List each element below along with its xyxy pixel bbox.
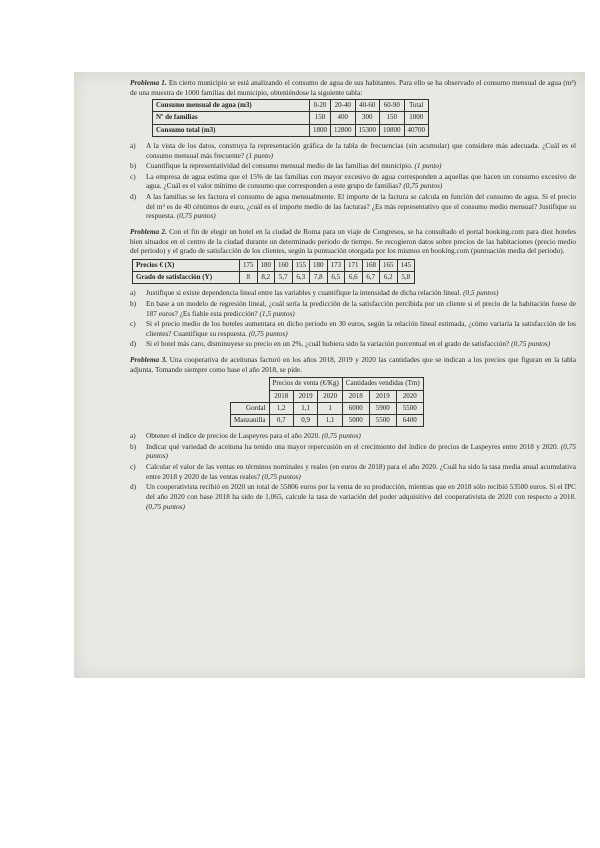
t2-cell: 6,5 [327, 272, 345, 284]
item-points: (0,75 puntos) [146, 501, 185, 511]
item-label: c) [130, 462, 136, 472]
item-label: a) [130, 140, 136, 150]
problem-2-text: Con el fin de elegir un hotel en la ciudad de Roma para un viaje de Congresos, se ha consultado el portal booking.com para diez hoteles bien situados en el centro de la ciudad durante un determinado periodo de tiempo. Se recogieron datos sobre precios de las habitaciones (precio medio del periodo) y el grado de satisfacción de los clientes, según la puntuación otorgada por los mismos en booking.com (puntuación media del periodo). [130, 226, 577, 256]
t1-row3-label: Consumo total (m3) [153, 124, 310, 136]
problem-3-item-b [130, 442, 576, 461]
item-points: (0,75 puntos) [511, 339, 551, 349]
item-points: (0,75 puntos) [403, 181, 443, 191]
item-label: b) [130, 161, 137, 171]
t3-group-quantities: Cantidades vendidas (Tm) [342, 378, 423, 390]
item-label: d) [130, 339, 137, 349]
t2-cell: 6,2 [380, 272, 398, 284]
item-body: Un cooperativista recibió en 2020 un total de 55806 euros por la venta de su producción, mientras que en 2018 sólo recibió 53500 euros. Si el IPC del año 2020 con base 2018 ha sido de 1,065, calcule la tasa de variación del poder adquisitivo del cooperativista de 2020 con respecto a 2018. [146, 482, 576, 501]
t3-cell: 1,1 [318, 415, 342, 427]
t3-empty-corner [231, 390, 270, 402]
t1-cell: 400 [331, 112, 356, 124]
t2-row1-label: Precios € (X) [133, 259, 240, 271]
t3-row-label-manzanilla: Manzanilla [231, 415, 270, 427]
t3-row-label-gordal: Gordal [231, 402, 270, 414]
item-text [146, 431, 576, 441]
t3-cell: 5500 [369, 415, 396, 427]
t2-cell: 8,2 [257, 272, 275, 284]
t1-row2-label: Nº de familias [153, 112, 310, 124]
hotel-prices-table [132, 259, 415, 284]
t3-cell: 5500 [396, 402, 423, 414]
t2-cell: 165 [380, 259, 398, 271]
t3-cell: 1 [318, 402, 342, 414]
problem-2-intro [130, 227, 576, 256]
item-points: (0,75 puntos) [176, 211, 216, 221]
t1-cell: 1800 [310, 124, 331, 136]
t3-year: 2020 [396, 390, 423, 402]
item-points: (1,5 puntos) [259, 308, 295, 318]
t1-cell: 40700 [404, 124, 429, 136]
item-label: a) [130, 288, 136, 298]
olive-sales-table [230, 377, 424, 427]
item-label: b) [130, 298, 137, 308]
t1-cell: 0-20 [310, 100, 331, 112]
t2-cell: 168 [362, 259, 380, 271]
t3-cell: 1,1 [293, 402, 317, 414]
problem-1-intro [130, 78, 576, 97]
problem-1-text: En cierto municipio se está analizando el consumo de agua de sus habitantes. Para ello se ha observado el consumo mensual de agua (m³) de una muestra de 1000 familias del municipio, obteniéndose la siguiente tabla: [130, 78, 576, 97]
exam-sheet [74, 72, 585, 678]
t3-group-prices: Precios de venta (€/Kg) [269, 378, 342, 390]
t3-cell: 5900 [369, 402, 396, 414]
t1-cell: 60-90 [380, 100, 405, 112]
item-label: c) [130, 171, 136, 181]
problem-2-item-b [130, 299, 576, 318]
problem-1-item-d [130, 192, 576, 221]
item-body: Justifique si existe dependencia lineal entre las variables y cuantifique la intensidad de dicha relación lineal. [146, 288, 462, 298]
t3-year: 2020 [318, 390, 342, 402]
item-points: (0,75 puntos) [261, 471, 301, 481]
item-points: (1 punto) [414, 161, 442, 171]
t3-year: 2018 [342, 390, 369, 402]
item-body: En base a un modelo de regresión lineal, ¿cuál sería la predicción de la satisfacción percibida por un cliente si el precio de la habitación fuese de 187 euros? ¿Es fiable esta predicción? [146, 298, 576, 318]
water-consumption-table [152, 99, 429, 137]
item-points: (1 punto) [246, 150, 274, 160]
item-text [146, 462, 576, 481]
t1-cell: 15300 [355, 124, 380, 136]
item-text [146, 172, 576, 191]
problem-3-item-a [130, 431, 576, 441]
t1-cell: 20-40 [331, 100, 356, 112]
t2-cell: 5,7 [275, 272, 293, 284]
problem-2-item-d [130, 339, 576, 349]
t3-cell: 6000 [342, 402, 369, 414]
t2-row2-label: Grado de satisfacción (Y) [133, 272, 240, 284]
item-body: La empresa de agua estima que el 15% de las familias con mayor excesivo de agua corresponden a aquellas que hacen un consumo excesivo de agua. ¿Cuál es el valor mínimo de consumo que corresponden a este grupo de familias? [146, 171, 576, 191]
item-text [146, 299, 576, 318]
exam-content [130, 78, 576, 512]
t2-cell: 180 [310, 259, 328, 271]
problem-3-heading: Problema 3. [130, 355, 168, 365]
item-label: d) [130, 482, 137, 492]
t1-cell: Total [404, 100, 429, 112]
item-text [146, 288, 576, 298]
problem-1-item-c [130, 172, 576, 191]
t2-cell: 180 [257, 259, 275, 271]
t1-cell: 150 [310, 112, 331, 124]
t1-cell: 40-60 [355, 100, 380, 112]
t3-cell: 0,9 [293, 415, 317, 427]
t1-cell: 10800 [380, 124, 405, 136]
item-points: (0,75 puntos) [321, 431, 361, 441]
t2-cell: 175 [240, 259, 258, 271]
t2-cell: 8 [240, 272, 258, 284]
item-label: c) [130, 319, 136, 329]
t3-year: 2018 [269, 390, 293, 402]
t2-cell: 173 [327, 259, 345, 271]
item-label: d) [130, 192, 137, 202]
t1-cell: 150 [380, 112, 405, 124]
item-text [146, 192, 576, 221]
t2-cell: 145 [397, 259, 415, 271]
item-body: Calcular el valor de las ventas en términos nominales y reales (en euros de 2018) para el año 2020. ¿Cuál ha sido la tasa media anual acumulativa entre 2018 y 2020 de las ventas reales? [146, 462, 576, 481]
item-text [146, 442, 576, 461]
item-text [146, 339, 576, 349]
t3-cell: 0,7 [269, 415, 293, 427]
t2-cell: 5,8 [397, 272, 415, 284]
t3-cell: 5000 [342, 415, 369, 427]
t2-cell: 171 [345, 259, 363, 271]
item-body: Cuantifique la representatividad del consumo mensual medio de las familias del municipio. [146, 161, 413, 171]
item-points: (0,5 puntos) [463, 288, 499, 298]
problem-3-intro [130, 355, 576, 374]
problem-3-item-c [130, 462, 576, 481]
t3-year: 2019 [293, 390, 317, 402]
problem-2-item-a [130, 288, 576, 298]
problem-2-item-c [130, 319, 576, 338]
item-body: A la vista de los datos, construya la representación gráfica de la tabla de frecuencias (sin acumular) que considere más adecuada. ¿Cuál es el consumo mensual más frecuente? [146, 140, 576, 160]
t2-cell: 160 [275, 259, 293, 271]
t3-year: 2019 [369, 390, 396, 402]
item-text [146, 319, 576, 338]
problem-3-item-d [130, 482, 576, 511]
problem-1-item-a [130, 141, 576, 160]
item-body: Si el hotel más caro, disminuyese su precio en un 2%, ¿cuál hubiera sido la variación porcentual en el grado de satisfacción? [146, 339, 510, 349]
problem-1-item-b [130, 161, 576, 171]
t1-row1-label: Consumo mensual de agua (m3) [153, 100, 310, 112]
item-body: Obtener el índice de precios de Laspeyres para el año 2020. [146, 431, 321, 441]
item-body: Indicar qué variedad de aceituna ha tenido una mayor repercusión en el crecimiento del índice de precios de Laspeyres entre 2018 y 2020. [146, 441, 559, 451]
t2-cell: 155 [292, 259, 310, 271]
item-text [146, 161, 576, 171]
t2-cell: 7,8 [310, 272, 328, 284]
item-body: Si el precio medio de los hoteles aumentara en dicho periodo en 30 euros, según la relación lineal estimada, ¿cómo variaría la satisfacción de los clientes? Cuantifique su respuesta. [146, 319, 576, 338]
problem-3-text: Una cooperativa de aceitunas facturó en los años 2018, 2019 y 2020 las cantidades que se indican a los precios que figuran en la tabla adjunta. Tomando siempre como base el año 2018, se pide. [130, 355, 577, 374]
t3-empty-corner [231, 378, 270, 390]
item-points: (0,75 puntos) [146, 441, 576, 461]
item-body: A las familias se les factura el consumo de agua mensualmente. El importe de la factura se calcula en función del consumo de agua. Si el precio del m³ es de 40 céntimos de euro, ¿cuál es el importe medio de las facturas? ¿Es más representativo que el consumo medio mensual? Justifique su respuesta. [146, 192, 576, 221]
item-text [146, 141, 576, 160]
t3-cell: 6400 [396, 415, 423, 427]
t2-cell: 6,3 [292, 272, 310, 284]
t1-cell: 300 [355, 112, 380, 124]
t3-cell: 1,2 [269, 402, 293, 414]
t2-cell: 6,7 [362, 272, 380, 284]
item-text [146, 482, 576, 511]
item-label: a) [130, 431, 136, 441]
item-points: (0,75 puntos) [248, 328, 288, 338]
problem-1-heading: Problema 1. [130, 78, 167, 87]
problem-2-heading: Problema 2. [130, 226, 167, 236]
t1-cell: 1000 [404, 112, 429, 124]
item-label: b) [130, 441, 137, 451]
t2-cell: 6,6 [345, 272, 363, 284]
t1-cell: 12800 [331, 124, 356, 136]
